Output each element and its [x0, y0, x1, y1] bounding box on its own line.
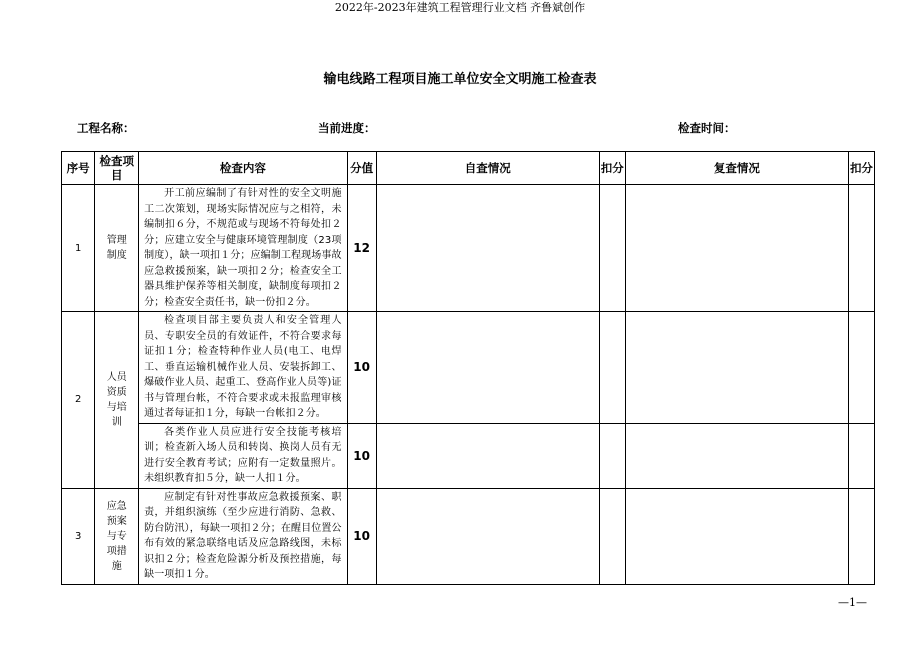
document-title: 输电线路工程项目施工单位安全文明施工检查表 [323, 72, 597, 87]
header-recheck: 复查情况 [625, 152, 848, 185]
deduct-cell [599, 423, 625, 488]
recheck-deduct-cell [848, 423, 874, 488]
self-check-cell [376, 488, 599, 584]
self-check-cell [376, 312, 599, 424]
row-number: 1 [62, 185, 95, 312]
score-value: 10 [347, 488, 376, 584]
recheck-cell [625, 312, 848, 424]
project-name-label: 工程名称： [77, 121, 135, 135]
deduct-cell [599, 488, 625, 584]
table-header-row [62, 152, 875, 185]
header-item: 检查项目 [95, 152, 139, 185]
table-row [62, 423, 875, 488]
check-item: 应急预案与专项措施 [95, 488, 139, 584]
inspection-table [61, 151, 875, 585]
table-row [62, 185, 875, 312]
score-value: 10 [347, 423, 376, 488]
progress-label: 当前进度： [318, 121, 376, 135]
recheck-cell [625, 185, 848, 312]
header-self-check: 自查情况 [376, 152, 599, 185]
page-header-note: 2022年-2023年建筑工程管理行业文档 齐鲁斌创作 [334, 1, 586, 14]
table-row [62, 488, 875, 584]
check-item: 管理制度 [95, 185, 139, 312]
header-deduct-recheck: 扣分 [848, 152, 874, 185]
self-check-cell [376, 185, 599, 312]
deduct-cell [599, 312, 625, 424]
recheck-deduct-cell [848, 488, 874, 584]
check-content: 各类作业人员应进行安全技能考核培训；检查新入场人员和转岗、换岗人员有无进行安全教育考试；应附有一定数量照片。未组织教育扣５分，缺一人扣１分。 [139, 423, 347, 488]
header-deduct: 扣分 [599, 152, 625, 185]
deduct-cell [599, 185, 625, 312]
check-content: 开工前应编制了有针对性的安全文明施工二次策划，现场实际情况应与之相符，未编制扣６分，不规范或与现场不符每处扣２分；应建立安全与健康环境管理制度（23项制度），缺一项扣１分；应编制工程现场事故应急救援预案，缺一项扣２分；检查安全工器具维护保养等相关制度，缺制度每项扣２分；检查安全责任书，缺一份扣２分。 [139, 185, 347, 312]
check-item: 人员资质与培训 [95, 312, 139, 489]
check-content: 检查项目部主要负责人和安全管理人员、专职安全员的有效证件，不符合要求每证扣１分；检查特种作业人员(电工、电焊工、垂直运输机械作业人员、安装拆卸工、爆破作业人员、起重工、登高作业人员等)证书与管理台帐，不符合要求或未报监理审核通过者每证扣１分，每缺一台帐扣２分。 [139, 312, 347, 424]
recheck-cell [625, 488, 848, 584]
header-score: 分值 [347, 152, 376, 185]
self-check-cell [376, 423, 599, 488]
check-time-label: 检查时间： [678, 121, 736, 135]
page-number: —1— [838, 596, 867, 609]
table-row [62, 312, 875, 424]
recheck-cell [625, 423, 848, 488]
row-number: 2 [62, 312, 95, 489]
header-content: 检查内容 [139, 152, 347, 185]
recheck-deduct-cell [848, 185, 874, 312]
recheck-deduct-cell [848, 312, 874, 424]
check-content: 应制定有针对性事故应急救援预案、职责，并组织演练（至少应进行消防、急救、防台防汛），每缺一项扣２分；在醒目位置公布有效的紧急联络电话及应急路线图，未标识扣２分；检查危险源分析及预控措施，每缺一项扣１分。 [139, 488, 347, 584]
row-number: 3 [62, 488, 95, 584]
header-no: 序号 [62, 152, 95, 185]
score-value: 12 [347, 185, 376, 312]
score-value: 10 [347, 312, 376, 424]
